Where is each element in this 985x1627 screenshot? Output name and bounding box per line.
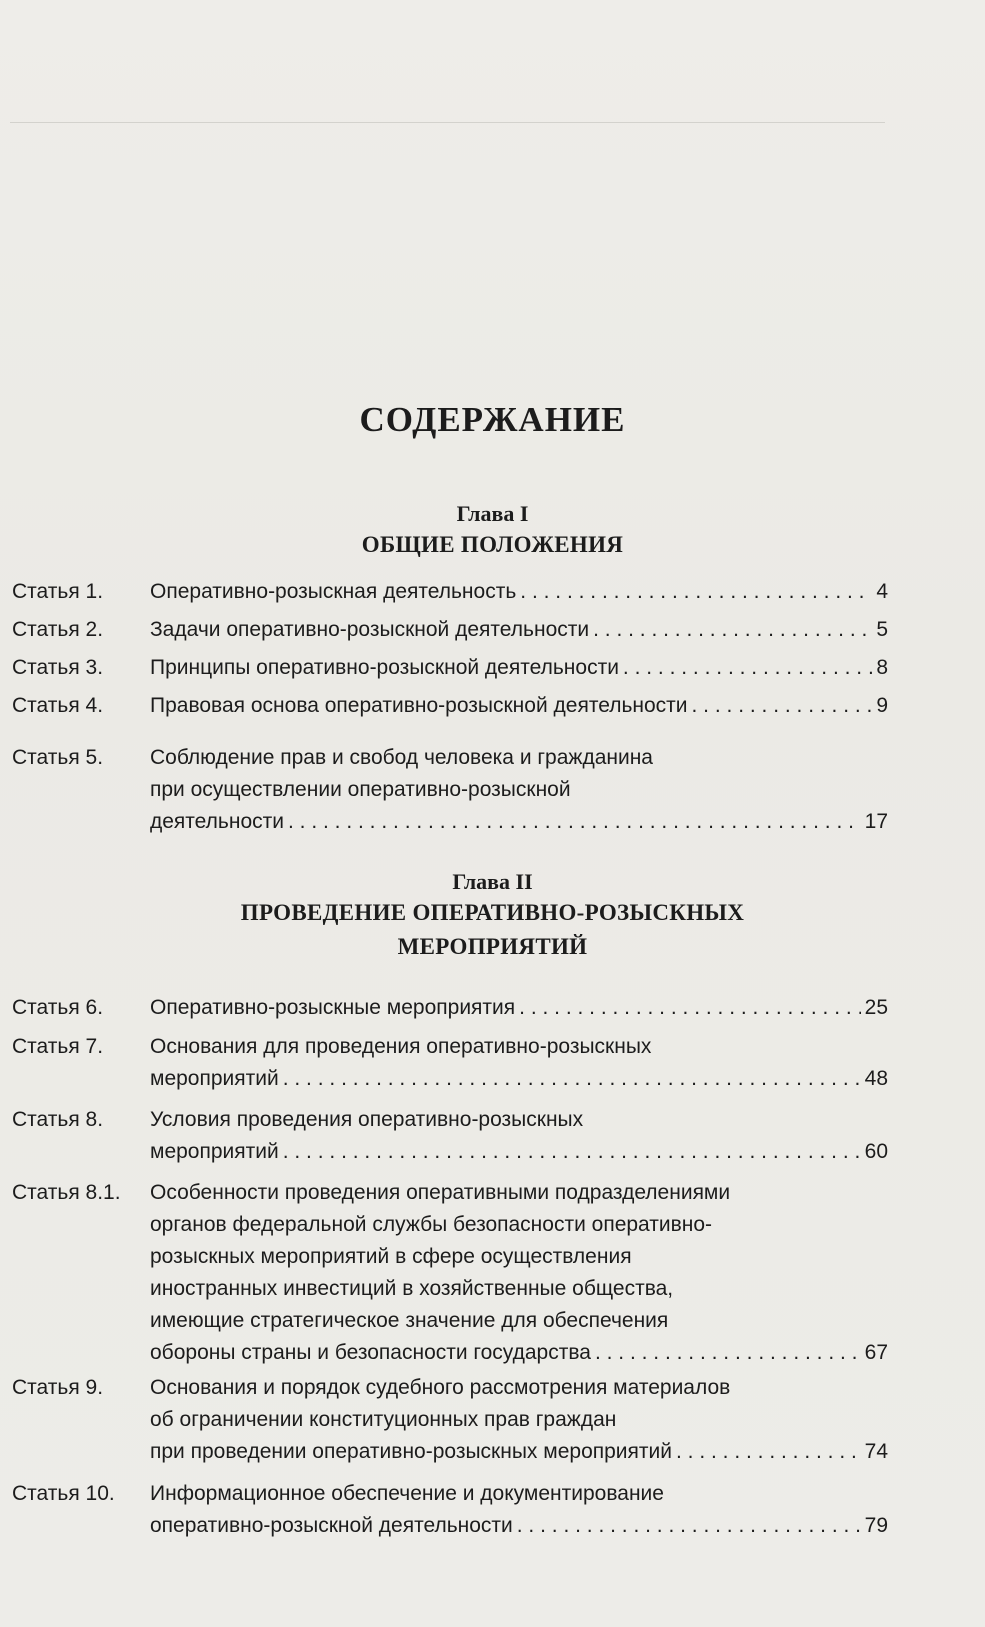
article-title-line: мероприятий xyxy=(150,1140,279,1163)
leader-dots xyxy=(288,806,861,838)
page-number: 74 xyxy=(864,1440,888,1463)
page-number: 60 xyxy=(864,1140,888,1163)
leader-dots xyxy=(593,614,872,646)
leader-dots xyxy=(623,652,872,684)
chapter-name: ОБЩИЕ ПОЛОЖЕНИЯ xyxy=(361,532,624,557)
toc-entry-article-2[interactable] xyxy=(12,614,888,646)
page-number: 48 xyxy=(864,1067,888,1090)
toc-entry-article-7[interactable] xyxy=(12,1031,888,1095)
article-title-line: Основания и порядок судебного рассмотрения материалов xyxy=(150,1376,731,1399)
bleed-header-rule xyxy=(10,92,885,123)
article-title-line: Особенности проведения оперативными подразделениями xyxy=(150,1181,731,1204)
article-label: Статья 2. xyxy=(12,618,104,641)
page-title: СОДЕРЖАНИЕ xyxy=(359,400,626,439)
toc-entry-article-6[interactable] xyxy=(12,992,888,1024)
toc-entry-article-10[interactable] xyxy=(12,1478,888,1542)
leader-dots xyxy=(676,1436,861,1468)
article-label: Статья 3. xyxy=(12,656,104,679)
article-label: Статья 6. xyxy=(12,996,104,1019)
page-number: 8 xyxy=(876,656,888,679)
page-number: 25 xyxy=(864,996,888,1019)
article-title-line: розыскных мероприятий в сфере осуществления xyxy=(150,1245,632,1268)
toc-entry-article-8-1[interactable] xyxy=(12,1177,888,1369)
chapter-name: МЕРОПРИЯТИЙ xyxy=(397,934,588,959)
toc-entry-article-8[interactable] xyxy=(12,1104,888,1168)
page-number: 4 xyxy=(876,580,888,603)
article-label: Статья 8. xyxy=(12,1108,104,1131)
leader-dots xyxy=(692,690,873,722)
article-title-line: органов федеральной службы безопасности оперативно- xyxy=(150,1213,713,1236)
toc-entry-article-5[interactable] xyxy=(12,742,888,838)
page-number: 17 xyxy=(864,810,888,833)
article-title-line: мероприятий xyxy=(150,1067,279,1090)
leader-dots xyxy=(520,576,872,608)
article-title: Задачи оперативно-розыскной деятельности xyxy=(150,618,590,641)
page-number: 67 xyxy=(864,1341,888,1364)
article-title: Правовая основа оперативно-розыскной деятельности xyxy=(150,694,688,717)
chapter-number: Глава I xyxy=(456,501,529,526)
article-title-line: Информационное обеспечение и документирование xyxy=(150,1482,664,1505)
article-title-line: Основания для проведения оперативно-розыскных xyxy=(150,1035,652,1058)
article-title-line: имеющие стратегическое значение для обеспечения xyxy=(150,1309,669,1332)
article-title: Принципы оперативно-розыскной деятельности xyxy=(150,656,619,679)
article-title: Оперативно-розыскные мероприятия xyxy=(150,996,516,1019)
leader-dots xyxy=(517,1510,861,1542)
chapter-heading-1 xyxy=(0,500,985,562)
article-title: Оперативно-розыскная деятельность xyxy=(150,580,517,603)
article-label: Статья 5. xyxy=(12,746,104,769)
article-title-line: при проведении оперативно-розыскных мероприятий xyxy=(150,1440,672,1463)
article-title-line: иностранных инвестиций в хозяйственные общества, xyxy=(150,1277,674,1300)
toc-entry-article-3[interactable] xyxy=(12,652,888,684)
leader-dots xyxy=(519,992,860,1024)
article-label: Статья 1. xyxy=(12,580,104,603)
leader-dots xyxy=(595,1337,861,1369)
article-label: Статья 9. xyxy=(12,1376,104,1399)
article-title-line: при осуществлении оперативно-розыскной xyxy=(150,778,571,801)
toc-entry-article-4[interactable] xyxy=(12,690,888,722)
chapter-name: ПРОВЕДЕНИЕ ОПЕРАТИВНО-РОЗЫСКНЫХ xyxy=(240,900,745,925)
chapter-heading-2 xyxy=(0,868,985,964)
page-number: 9 xyxy=(876,694,888,717)
article-label: Статья 8.1. xyxy=(12,1181,121,1204)
page-number: 5 xyxy=(876,618,888,641)
article-title-line: обороны страны и безопасности государства xyxy=(150,1341,591,1364)
leader-dots xyxy=(283,1063,861,1095)
article-title-line: Условия проведения оперативно-розыскных xyxy=(150,1108,584,1131)
page-number: 79 xyxy=(864,1514,888,1537)
chapter-number: Глава II xyxy=(452,869,533,894)
article-label: Статья 7. xyxy=(12,1035,104,1058)
leader-dots xyxy=(283,1136,861,1168)
article-title-line: об ограничении конституционных прав граждан xyxy=(150,1408,617,1431)
article-title-line: деятельности xyxy=(150,810,284,833)
article-title-line: оперативно-розыскной деятельности xyxy=(150,1514,513,1537)
toc-entry-article-9[interactable] xyxy=(12,1372,888,1468)
toc-entry-article-1[interactable] xyxy=(12,576,888,608)
article-label: Статья 4. xyxy=(12,694,104,717)
article-title-line: Соблюдение прав и свобод человека и гражданина xyxy=(150,746,653,769)
article-label: Статья 10. xyxy=(12,1482,115,1505)
